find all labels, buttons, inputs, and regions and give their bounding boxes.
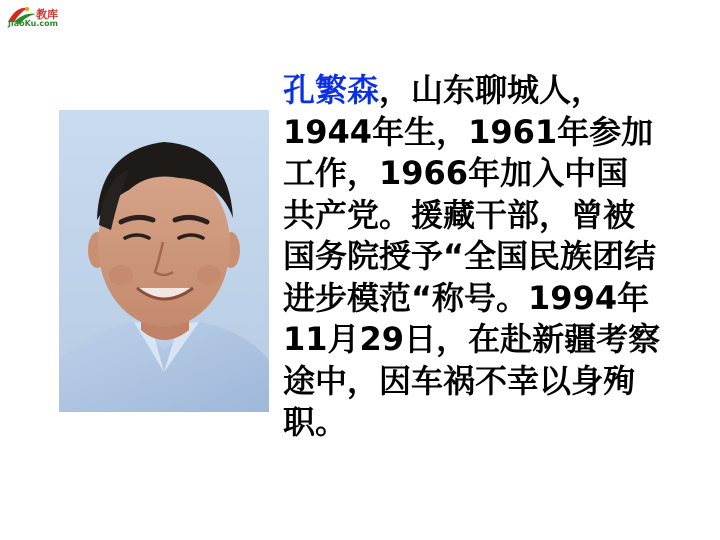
bio-line-1-text: ，山东聊城人， (379, 71, 604, 109)
person-name: 孔繁森 (283, 71, 380, 109)
bio-line-6: 进步模范“称号。1994年 (283, 278, 650, 317)
portrait-photo-icon (59, 110, 269, 412)
bio-line-2: 1944年生，1961年参加 (283, 112, 654, 151)
portrait-photo (59, 110, 269, 412)
bio-line-8: 途中，因车祸不幸以身殉 (283, 361, 636, 400)
bio-line-3: 工作，1966年加入中国 (283, 154, 629, 192)
bio-line-5: 国务院授予“全国民族团结 (283, 237, 657, 275)
bio-line-7: 11月29日，在赴新疆考察 (283, 320, 661, 358)
bio-line-4: 共产党。援藏干部，曾被 (283, 195, 636, 234)
logo-site-text: JiaoKu.com (8, 19, 58, 28)
bio-line-9: 职。 (283, 403, 348, 441)
logo-brand-text: 教库 (36, 8, 58, 21)
site-logo[interactable] (6, 4, 76, 30)
biography-text (283, 70, 708, 444)
bio-line-1 (283, 70, 708, 112)
